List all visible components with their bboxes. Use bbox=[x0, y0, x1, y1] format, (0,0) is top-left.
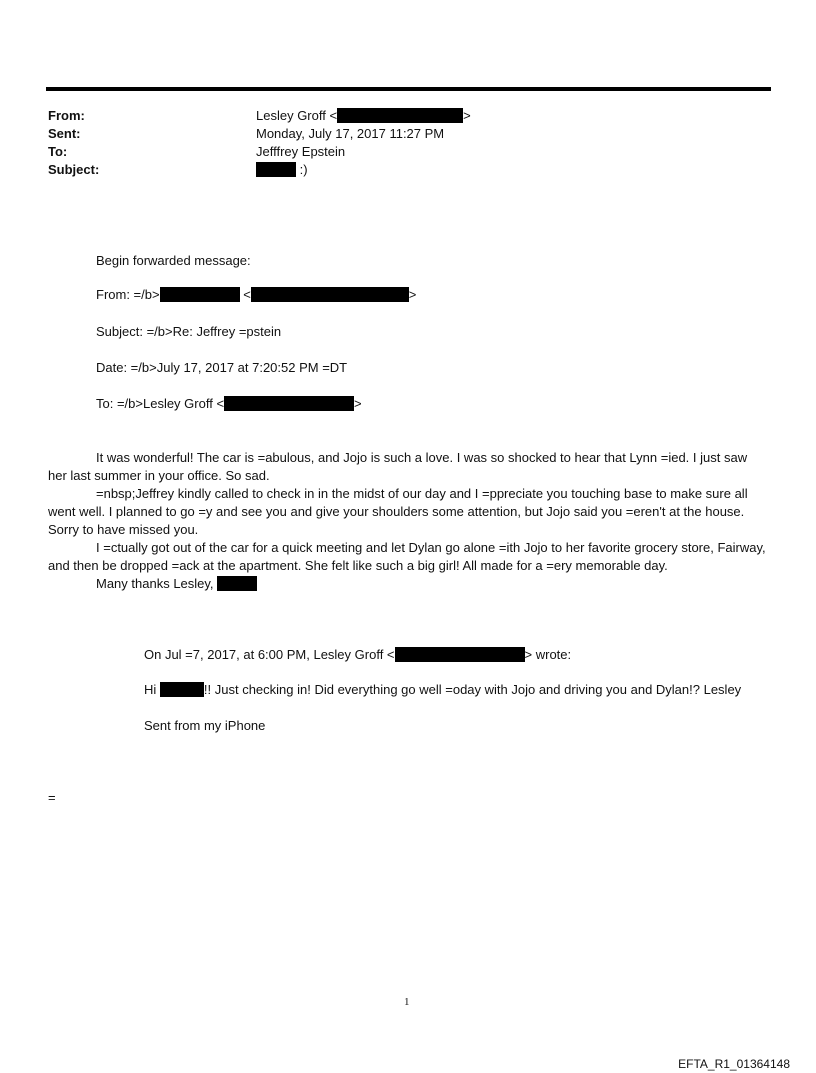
redaction-block bbox=[217, 576, 257, 591]
forward-from: From: =/b> < > bbox=[96, 287, 417, 302]
forward-begin: Begin forwarded message: bbox=[96, 253, 251, 268]
message-signoff: Many thanks Lesley, bbox=[48, 575, 768, 593]
message-paragraph-1: It was wonderful! The car is =abulous, and Jojo is such a love. I was so shocked to hear that Lynn =ied. I just saw her last summer in your office. So sad. bbox=[48, 450, 748, 483]
redaction-block bbox=[160, 682, 204, 697]
message-body bbox=[48, 449, 768, 593]
redaction-block bbox=[224, 396, 354, 411]
redaction-block bbox=[395, 647, 525, 662]
message-paragraph-2: =nbsp;Jeffrey kindly called to check in in the midst of our day and I =ppreciate you touching base to make sure all went well. I planned to go =y and see you and give your shoulders some attention, but Jojo said you =eren't at the house. Sorry to have missed you. bbox=[48, 486, 748, 537]
quoted-body: Hi !! Just checking in! Did everything go well =oday with Jojo and driving you and Dylan!? Lesley bbox=[144, 682, 742, 697]
subject-value: :) bbox=[256, 161, 308, 179]
from-value: Lesley Groff < > bbox=[256, 108, 471, 123]
message-paragraph-3: I =ctually got out of the car for a quick meeting and let Dylan go alone =ith Jojo to her favorite grocery store, Fairway, and then be dropped =ack at the apartment. She felt like such a big girl! All made for a =ery memorable day. bbox=[48, 540, 766, 573]
redaction-block bbox=[256, 162, 296, 177]
forward-date: Date: =/b>July 17, 2017 at 7:20:52 PM =DT bbox=[96, 360, 348, 375]
to-value: Jefffrey Epstein bbox=[256, 144, 346, 159]
subject-label: Subject: bbox=[48, 162, 100, 177]
forward-subject: Subject: =/b>Re: Jeffrey =pstein bbox=[96, 324, 282, 339]
trailer-char: = bbox=[48, 790, 56, 805]
quoted-header: On Jul =7, 2017, at 6:00 PM, Lesley Groff < > wrote: bbox=[144, 647, 572, 662]
redaction-block bbox=[337, 108, 463, 123]
header-rule bbox=[46, 87, 771, 91]
redaction-block bbox=[160, 287, 240, 302]
forward-to: To: =/b>Lesley Groff < > bbox=[96, 396, 362, 411]
document-id: EFTA_R1_01364148 bbox=[678, 1057, 790, 1071]
quoted-signature: Sent from my iPhone bbox=[144, 718, 266, 733]
sent-value: Monday, July 17, 2017 11:27 PM bbox=[256, 126, 445, 141]
sent-label: Sent: bbox=[48, 126, 81, 141]
from-label: From: bbox=[48, 108, 85, 123]
page-number: 1 bbox=[404, 996, 410, 1008]
to-label: To: bbox=[48, 144, 68, 159]
redaction-block bbox=[251, 287, 409, 302]
